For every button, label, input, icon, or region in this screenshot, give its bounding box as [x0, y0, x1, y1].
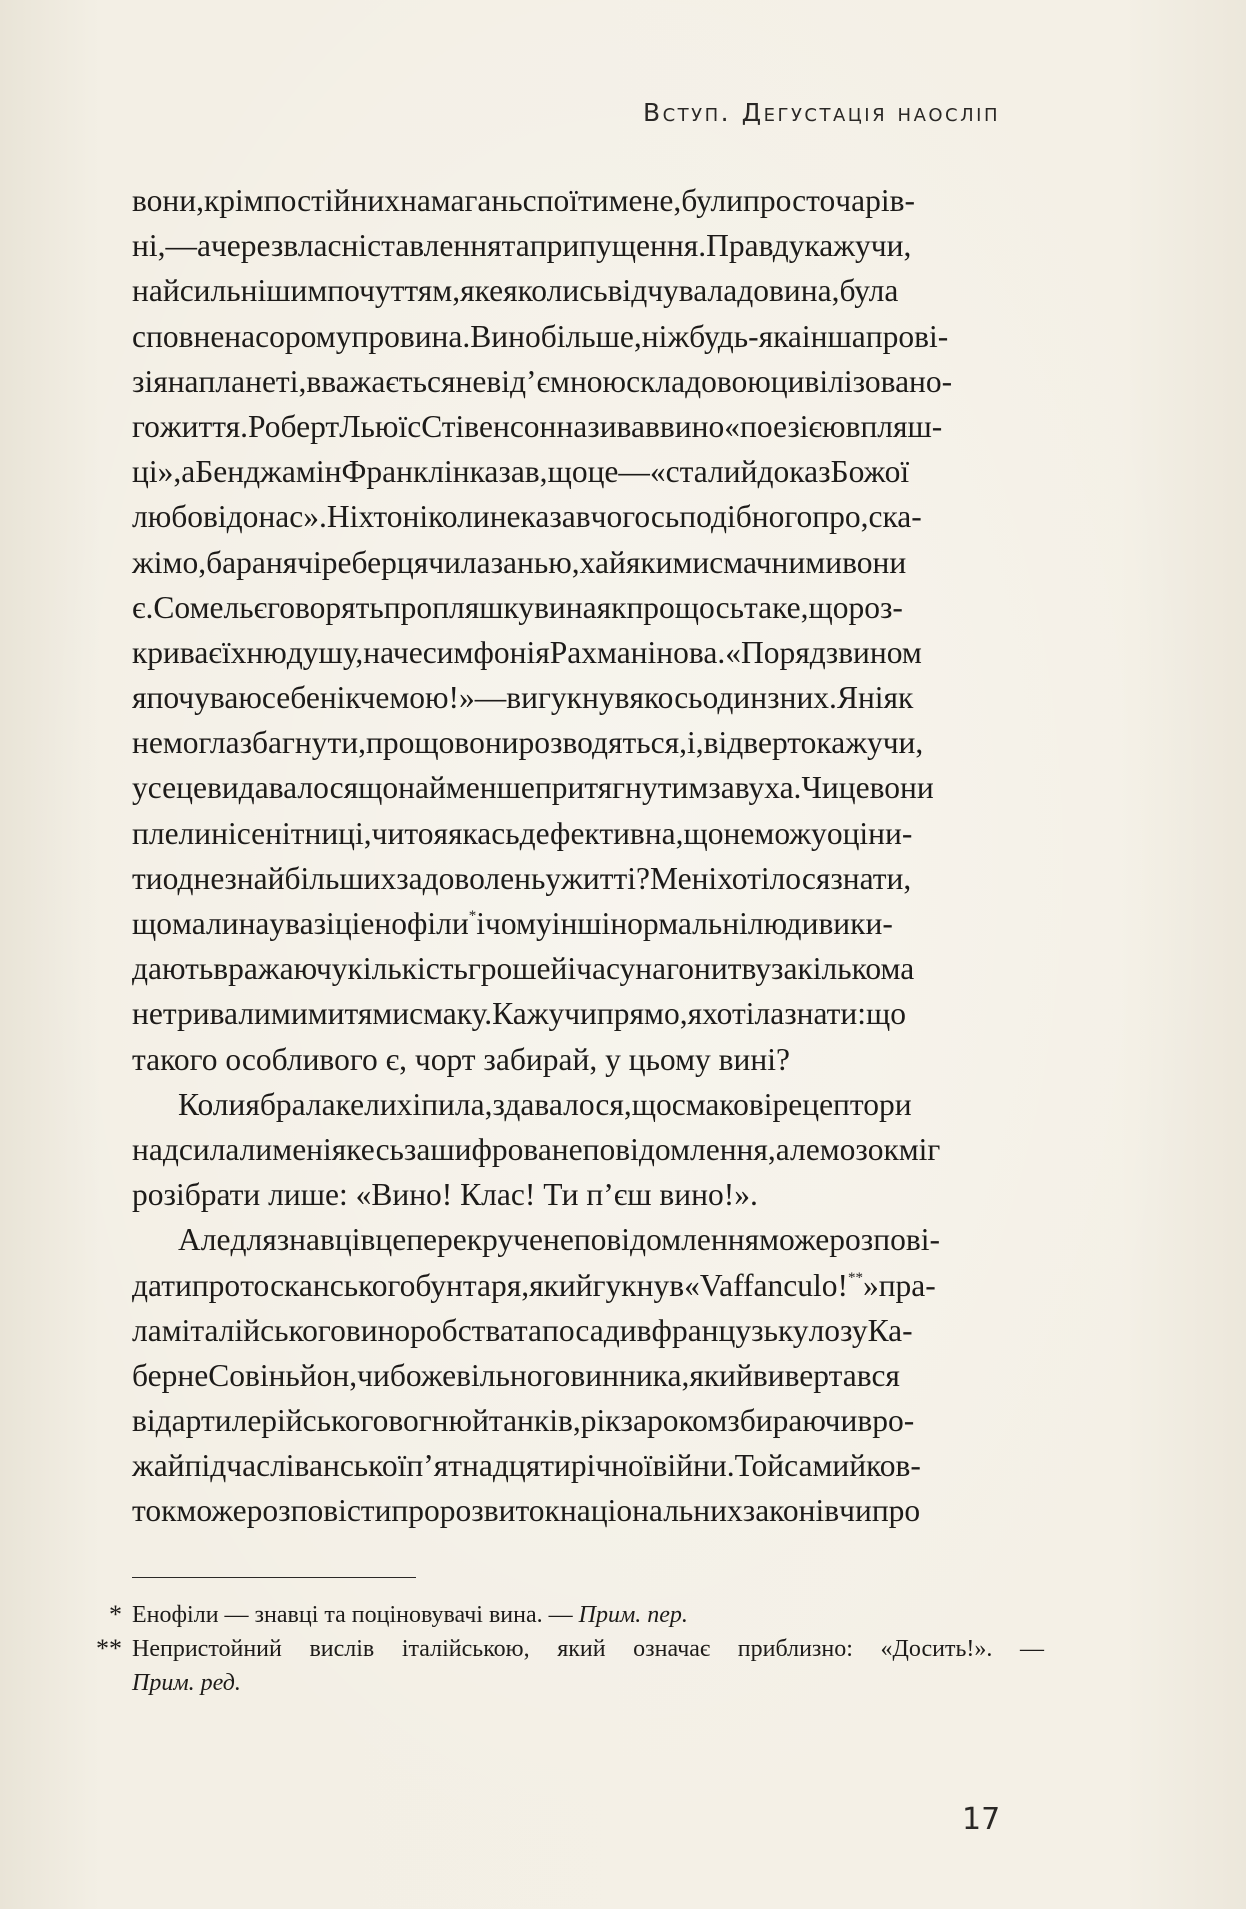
text-line: токможерозповістипророзвитокнаціональнихзаконівчипро: [132, 1493, 921, 1529]
footnote-1: [109, 1598, 1044, 1632]
text-line: криваєїхнюдушу,начесимфоніяРахманінова.«Порядзвином: [132, 634, 922, 670]
footnote-reference: **: [847, 1269, 863, 1286]
text-line: гожиття.РобертЛьюїсСтівенсонназиваввино«поезієювпляш-: [132, 408, 943, 444]
text-line: усецевидавалосящонайменшепритягнутимзавуха.Чицевони: [132, 770, 934, 806]
text-line: найсильнішимпочуттям,якеяколисьвідчуваладовина,була: [132, 273, 899, 309]
text-line: любовідонас».Ніхтоніколинеказавчогосьподібногопро,ска-: [132, 499, 922, 535]
footnote-text: Енофіли — знавці та поціновувачі вина. —: [132, 1602, 579, 1628]
text-line: є.Сомельєговорятьпропляшкувинаякпрощосьтаке,щороз-: [132, 589, 903, 625]
footnote-source: Прим. пер.: [578, 1602, 688, 1628]
footnote-mark: *: [109, 1600, 122, 1629]
footnote-reference: *: [468, 908, 477, 924]
text-line: сповненасоромупровина.Винобільше,ніжбудь-якаіншапрові-: [132, 318, 949, 354]
page-number: 17: [962, 1802, 1001, 1837]
text-line: япочуваюсебенікчемою!»—вигукнувякосьодинзних.Яніяк: [132, 680, 914, 716]
text-line: ламіталійськоговиноробстватапосадивфранцузькулозуКа-: [132, 1312, 913, 1348]
text-line: датипротосканськогобунтаря,якийгукнув«Vaffanculo!**»пра-: [132, 1267, 936, 1303]
text-line: надсилалименіякесьзашифрованеповідомлення,алемозокміг: [132, 1131, 941, 1167]
text-line: відартилерійськоговогнюйтанків,рікзарокомзбираючивро-: [132, 1403, 915, 1439]
paragraph-end-line: такого особливого є, чорт забирай, у цьому вині?: [132, 1041, 790, 1077]
footnote-divider: [132, 1577, 416, 1578]
text-line: бернеСовіньйон,чибожевільноговинника,якийвивертався: [132, 1357, 900, 1393]
text-line: жайпідчасліванськоїп’ятнадцятирічноївійни.Тойсамийков-: [132, 1448, 921, 1484]
running-header: Вступ. Дегустація наосліп: [642, 98, 1000, 127]
footnote-mark: **: [96, 1634, 122, 1663]
text-line: плелинісенітниці,читояякасьдефективна,щонеможуоціни-: [132, 815, 913, 851]
footnote-source: Прим. ред.: [132, 1670, 241, 1696]
text-line: щомалинаувазіціенофіли*ічомуіншінормальнілюдивики-: [132, 906, 893, 941]
text-line: даютьвражаючукількістьгрошейічасунагонитвузакількома: [132, 951, 915, 987]
footnote-text: Непристойний вислів італійською, який означає приблизно: «Досить!». —: [132, 1636, 1044, 1662]
text-line: тиоднезнайбільшихзадоволеньужитті?Меніхотілосязнати,: [132, 860, 912, 896]
paragraph-start-line: Аледлязнавцівцеперекрученеповідомленняможерозпові-: [178, 1222, 940, 1258]
footnotes: [96, 1598, 1044, 1700]
paragraph-start-line: Колиябралакелихіпила,здавалося,щосмаковірецептори: [178, 1086, 912, 1122]
text-line: вони,крімпостійнихнамаганьспоїтимене,булипросточарів-: [132, 183, 915, 218]
body-text: [132, 178, 1044, 1534]
text-line: немоглазбагнути,прощовонирозводяться,і,відвертокажучи,: [132, 725, 924, 761]
text-line: нетривалимимитямисмаку.Кажучипрямо,яхотілазнати:що: [132, 996, 907, 1032]
footnote-2: [96, 1632, 1044, 1700]
text-line: ні,—ачерезвласніставленнятаприпущення.Правдукажучи,: [132, 228, 912, 264]
paragraph-end-line: розібрати лише: «Вино! Клас! Ти п’єш вино!».: [132, 1177, 758, 1213]
text-line: ці»,аБенджамінФранклінказав,щоце—«сталийдоказБожої: [132, 454, 910, 490]
text-line: жімо,баранячіреберцячилазанью,хайякимисмачнимивони: [132, 544, 907, 580]
text-line: зіянапланеті,вважаєтьсяневід’ємноюскладовоюцивілізовано-: [132, 363, 953, 399]
